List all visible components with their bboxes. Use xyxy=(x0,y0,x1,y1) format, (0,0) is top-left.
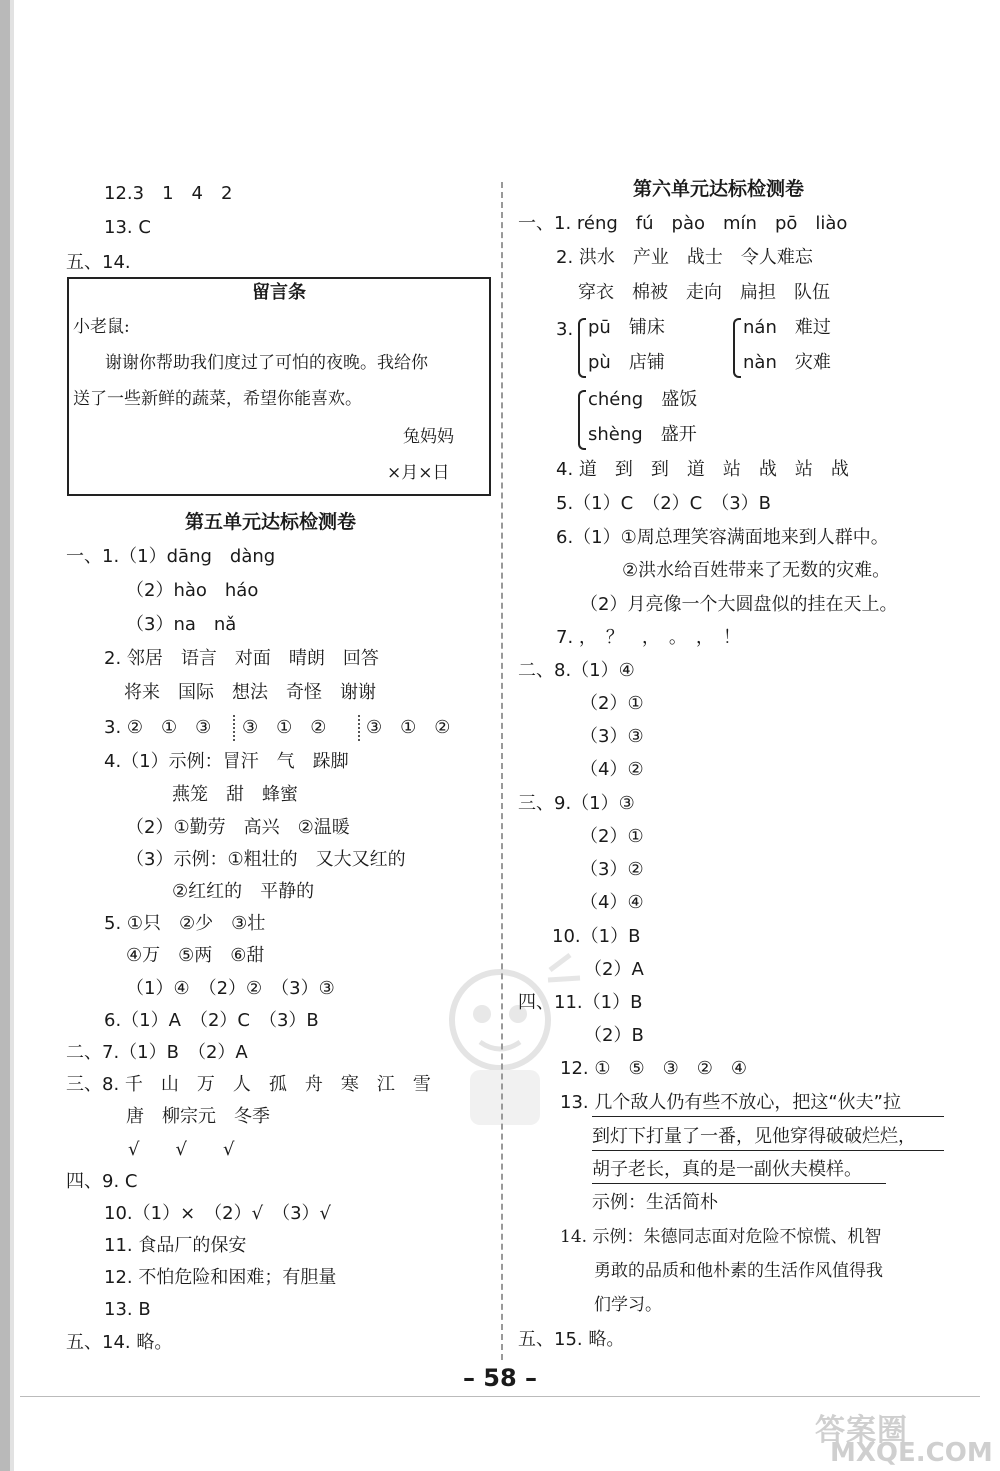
answer-line: （2）① xyxy=(580,826,644,847)
answer-line: 四、9. C xyxy=(66,1171,138,1192)
footer-rule xyxy=(20,1396,980,1397)
note-salutation: 小老鼠: xyxy=(73,317,130,337)
answer-line: 3. xyxy=(556,319,574,340)
answer-line: 12. 不怕危险和困难；有胆量 xyxy=(104,1267,337,1288)
answer-line: （2）月亮像一个大圆盘似的挂在天上。 xyxy=(580,594,898,615)
brace-bracket xyxy=(578,390,586,450)
answer-line: （2）A xyxy=(584,959,644,980)
answer-line: 二、8.（1）④ xyxy=(518,660,635,681)
brace-bracket xyxy=(578,318,586,378)
page-edge-shadow-light xyxy=(10,0,14,1471)
answer-line: （2）①勤劳 高兴 ②温暖 xyxy=(126,817,350,838)
underline xyxy=(592,1150,944,1151)
page-number: – 58 – xyxy=(462,1364,538,1392)
answer-line: 6.（1）A （2）C （3）B xyxy=(104,1010,319,1031)
answer-line: 13. B xyxy=(104,1299,151,1320)
note-body-line: 送了一些新鲜的蔬菜，希望你能喜欢。 xyxy=(73,389,362,409)
answer-line: 燕笼 甜 蜂蜜 xyxy=(172,784,298,805)
answer-line: 一、1. réng fú pào mín pō liào xyxy=(518,213,848,234)
answer-line: chéng 盛饭 xyxy=(588,389,698,410)
answer-line: nán 难过 xyxy=(743,317,831,338)
answer-line: （1）④ （2）② （3）③ xyxy=(126,978,335,999)
answer-line: ②洪水给百姓带来了无数的灾难。 xyxy=(622,560,891,581)
answer-line: 13. 几个敌人仍有些不放心，把这“伙夫”拉 xyxy=(560,1092,901,1113)
answer-line: 将来 国际 想法 奇怪 谢谢 xyxy=(124,682,376,703)
dotted-separator xyxy=(233,715,235,741)
answer-line: 二、7.（1）B （2）A xyxy=(66,1042,248,1063)
answer-line: （4）④ xyxy=(580,892,644,913)
answer-line: （2）① xyxy=(580,693,644,714)
answer-line: 2. 洪水 产业 战士 令人难忘 xyxy=(556,247,813,268)
message-note-box xyxy=(67,277,491,496)
note-signature: 兔妈妈 xyxy=(403,427,454,447)
answer-line: 7. ， ？ ， 。 ， ！ xyxy=(556,627,741,648)
answer-line: √ √ √ xyxy=(128,1139,235,1160)
answer-line: 三、9.（1）③ xyxy=(518,793,635,814)
page-edge-shadow xyxy=(0,0,10,1471)
answer-line: 4.（1）示例：冒汗 气 跺脚 xyxy=(104,751,349,772)
column-divider xyxy=(501,182,503,1360)
answer-line: 三、8. 千 山 万 人 孤 舟 寒 江 雪 xyxy=(66,1074,431,1095)
underline xyxy=(592,1116,944,1117)
watermark-url: MXQE.COM xyxy=(830,1438,993,1468)
brace-bracket xyxy=(733,318,741,378)
answer-line: （3）② xyxy=(580,859,644,880)
answer-line: 勇敢的品质和他朴素的生活作风值得我 xyxy=(594,1261,883,1281)
answer-line: 们学习。 xyxy=(594,1295,662,1315)
underline xyxy=(592,1183,886,1184)
answer-line: ④万 ⑤两 ⑥甜 xyxy=(126,945,265,966)
answer-line: 一、1.（1）dāng dàng xyxy=(66,546,276,567)
answer-line: shèng 盛开 xyxy=(588,424,697,445)
answer-line: 五、14. xyxy=(66,252,131,273)
answer-line: 示例：生活简朴 xyxy=(592,1192,718,1213)
answer-line: 6.（1）①周总理笑容满面地来到人群中。 xyxy=(556,527,889,548)
answer-line: 12.3 1 4 2 xyxy=(104,183,233,204)
answer-line: 5.（1）C （2）C （3）B xyxy=(556,493,772,514)
answer-line: 到灯下打量了一番，见他穿得破破烂烂， xyxy=(592,1126,916,1147)
answer-line: 13. C xyxy=(104,217,151,238)
answer-line: 胡子老长，真的是一副伙夫模样。 xyxy=(592,1159,862,1180)
watermark-logo-text: 答案圈 xyxy=(815,1413,908,1448)
dotted-separator xyxy=(358,715,360,741)
answer-line: （3）na nǎ xyxy=(126,614,237,635)
answer-line: ③ ① ② xyxy=(366,717,451,738)
answer-line: ③ ① ② xyxy=(242,717,327,738)
answer-line: 10.（1）B xyxy=(552,926,641,947)
answer-line: ②红红的 平静的 xyxy=(172,881,315,902)
answer-line: 唐 柳宗元 冬季 xyxy=(126,1106,270,1127)
unit6-title: 第六单元达标检测卷 xyxy=(633,178,805,200)
answer-line: 11. 食品厂的保安 xyxy=(104,1235,247,1256)
answer-line: pū 铺床 xyxy=(588,317,665,338)
note-title: 留言条 xyxy=(252,282,306,303)
answer-line: （2）B xyxy=(584,1025,644,1046)
answer-line: 4. 道 到 到 道 站 战 站 战 xyxy=(556,459,849,480)
answer-line: 3. ② ① ③ xyxy=(104,717,212,738)
answer-line: （3）③ xyxy=(580,726,644,747)
answer-line: 5. ①只 ②少 ③壮 xyxy=(104,913,266,934)
note-body-line: 谢谢你帮助我们度过了可怕的夜晚。我给你 xyxy=(105,353,428,373)
answer-line: 12. ① ⑤ ③ ② ④ xyxy=(560,1058,748,1079)
answer-line: 14. 示例：朱德同志面对危险不惊慌、机智 xyxy=(560,1227,882,1247)
answer-line: nàn 灾难 xyxy=(743,352,831,373)
answer-line: 四、11.（1）B xyxy=(518,992,643,1013)
answer-line: pù 店铺 xyxy=(588,352,665,373)
answer-line: 10.（1）× （2）√ （3）√ xyxy=(104,1203,332,1224)
note-date: ×月×日 xyxy=(387,463,450,483)
unit5-title: 第五单元达标检测卷 xyxy=(185,511,357,533)
answer-line: 五、14. 略。 xyxy=(66,1332,173,1353)
answer-line: （3）示例：①粗壮的 又大又红的 xyxy=(126,849,406,870)
answer-line: 2. 邻居 语言 对面 晴朗 回答 xyxy=(104,648,379,669)
answer-line: 穿衣 棉被 走向 扁担 队伍 xyxy=(578,282,830,303)
answer-line: （4）② xyxy=(580,759,644,780)
answer-line: 五、15. 略。 xyxy=(518,1329,625,1350)
answer-line: （2）hào háo xyxy=(126,580,259,601)
